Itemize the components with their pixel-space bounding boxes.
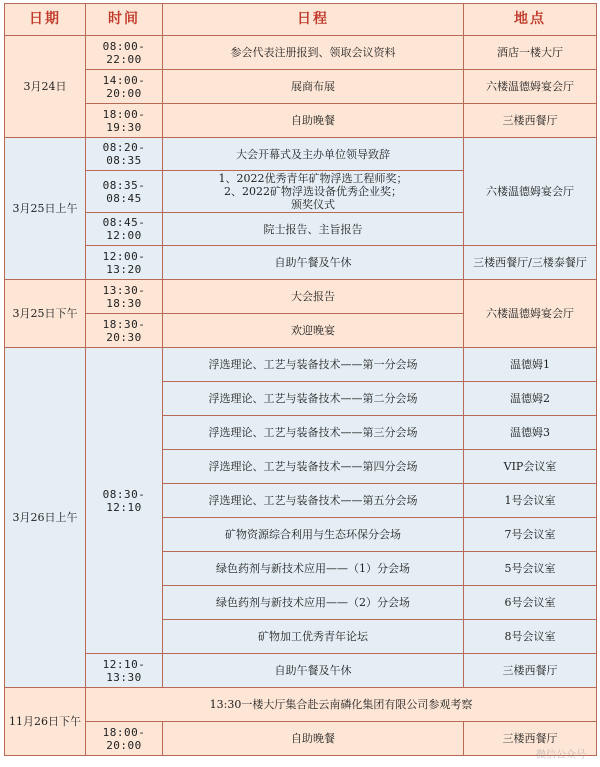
program-cell: 浮选理论、工艺与装备技术——第一分会场 bbox=[163, 348, 464, 382]
program-cell: 大会报告 bbox=[163, 280, 464, 314]
program-cell: 自助午餐及午休 bbox=[163, 654, 464, 688]
place-cell: 三楼西餐厅/三楼泰餐厅 bbox=[464, 246, 597, 280]
place-cell: 温德姆3 bbox=[464, 416, 597, 450]
place-cell: 六楼温德姆宴会厅 bbox=[464, 70, 597, 104]
table-row bbox=[5, 722, 597, 756]
program-cell: 1、2022优秀青年矿物浮选工程师奖； 2、2022矿物浮选设备优秀企业奖； 颁奖仪式 bbox=[163, 171, 464, 213]
time-cell: 12:10-13:30 bbox=[86, 654, 163, 688]
place-cell: 1号会议室 bbox=[464, 484, 597, 518]
place-cell: 5号会议室 bbox=[464, 552, 597, 586]
place-cell: 温德姆1 bbox=[464, 348, 597, 382]
program-cell: 院士报告、主旨报告 bbox=[163, 213, 464, 246]
place-cell: 三楼西餐厅 bbox=[464, 654, 597, 688]
table-row bbox=[5, 246, 597, 280]
program-cell: 浮选理论、工艺与装备技术——第四分会场 bbox=[163, 450, 464, 484]
time-cell: 08:20-08:35 bbox=[86, 138, 163, 171]
program-cell: 自助午餐及午休 bbox=[163, 246, 464, 280]
date-cell: 3月26日上午 bbox=[5, 348, 86, 688]
program-cell: 自助晚餐 bbox=[163, 104, 464, 138]
place-cell: 7号会议室 bbox=[464, 518, 597, 552]
header-program: 日程 bbox=[163, 4, 464, 36]
place-cell: 酒店一楼大厅 bbox=[464, 36, 597, 70]
time-cell: 18:30-20:30 bbox=[86, 314, 163, 348]
program-cell-wide: 13:30一楼大厅集合赴云南磷化集团有限公司参观考察 bbox=[86, 688, 597, 722]
time-cell: 18:00-20:00 bbox=[86, 722, 163, 756]
program-cell: 自助晚餐 bbox=[163, 722, 464, 756]
date-cell: 11月26日下午 bbox=[5, 688, 86, 756]
time-cell: 18:00-19:30 bbox=[86, 104, 163, 138]
table-row bbox=[5, 688, 597, 722]
program-cell: 矿物加工优秀青年论坛 bbox=[163, 620, 464, 654]
place-cell: 8号会议室 bbox=[464, 620, 597, 654]
date-cell: 3月25日下午 bbox=[5, 280, 86, 348]
place-cell: 温德姆2 bbox=[464, 382, 597, 416]
time-cell: 08:30-12:10 bbox=[86, 348, 163, 654]
program-cell: 浮选理论、工艺与装备技术——第二分会场 bbox=[163, 382, 464, 416]
place-cell: 六楼温德姆宴会厅 bbox=[464, 280, 597, 348]
watermark: 微信公众号 bbox=[536, 750, 586, 761]
header-date: 日期 bbox=[5, 4, 86, 36]
header-row bbox=[5, 4, 597, 36]
schedule-table bbox=[4, 3, 597, 756]
header-place: 地点 bbox=[464, 4, 597, 36]
place-cell: 三楼西餐厅 bbox=[464, 104, 597, 138]
header-time: 时间 bbox=[86, 4, 163, 36]
program-cell: 绿色药剂与新技术应用——（2）分会场 bbox=[163, 586, 464, 620]
program-cell: 绿色药剂与新技术应用——（1）分会场 bbox=[163, 552, 464, 586]
date-cell: 3月24日 bbox=[5, 36, 86, 138]
table-row bbox=[5, 138, 597, 171]
place-cell: VIP会议室 bbox=[464, 450, 597, 484]
program-cell: 参会代表注册报到、领取会议资料 bbox=[163, 36, 464, 70]
time-cell: 14:00-20:00 bbox=[86, 70, 163, 104]
date-cell: 3月25日上午 bbox=[5, 138, 86, 280]
table-row bbox=[5, 104, 597, 138]
program-cell: 大会开幕式及主办单位领导致辞 bbox=[163, 138, 464, 171]
table-row bbox=[5, 654, 597, 688]
program-cell: 浮选理论、工艺与装备技术——第三分会场 bbox=[163, 416, 464, 450]
table-row bbox=[5, 36, 597, 70]
place-cell: 6号会议室 bbox=[464, 586, 597, 620]
time-cell: 12:00-13:20 bbox=[86, 246, 163, 280]
table-row bbox=[5, 280, 597, 314]
program-cell: 展商布展 bbox=[163, 70, 464, 104]
table-row bbox=[5, 70, 597, 104]
time-cell: 08:00-22:00 bbox=[86, 36, 163, 70]
time-cell: 08:45-12:00 bbox=[86, 213, 163, 246]
time-cell: 08:35-08:45 bbox=[86, 171, 163, 213]
place-cell: 三楼西餐厅 bbox=[464, 722, 597, 756]
time-cell: 13:30-18:30 bbox=[86, 280, 163, 314]
program-cell: 矿物资源综合利用与生态环保分会场 bbox=[163, 518, 464, 552]
place-cell: 六楼温德姆宴会厅 bbox=[464, 138, 597, 246]
table-row bbox=[5, 348, 597, 382]
program-cell: 欢迎晚宴 bbox=[163, 314, 464, 348]
program-cell: 浮选理论、工艺与装备技术——第五分会场 bbox=[163, 484, 464, 518]
